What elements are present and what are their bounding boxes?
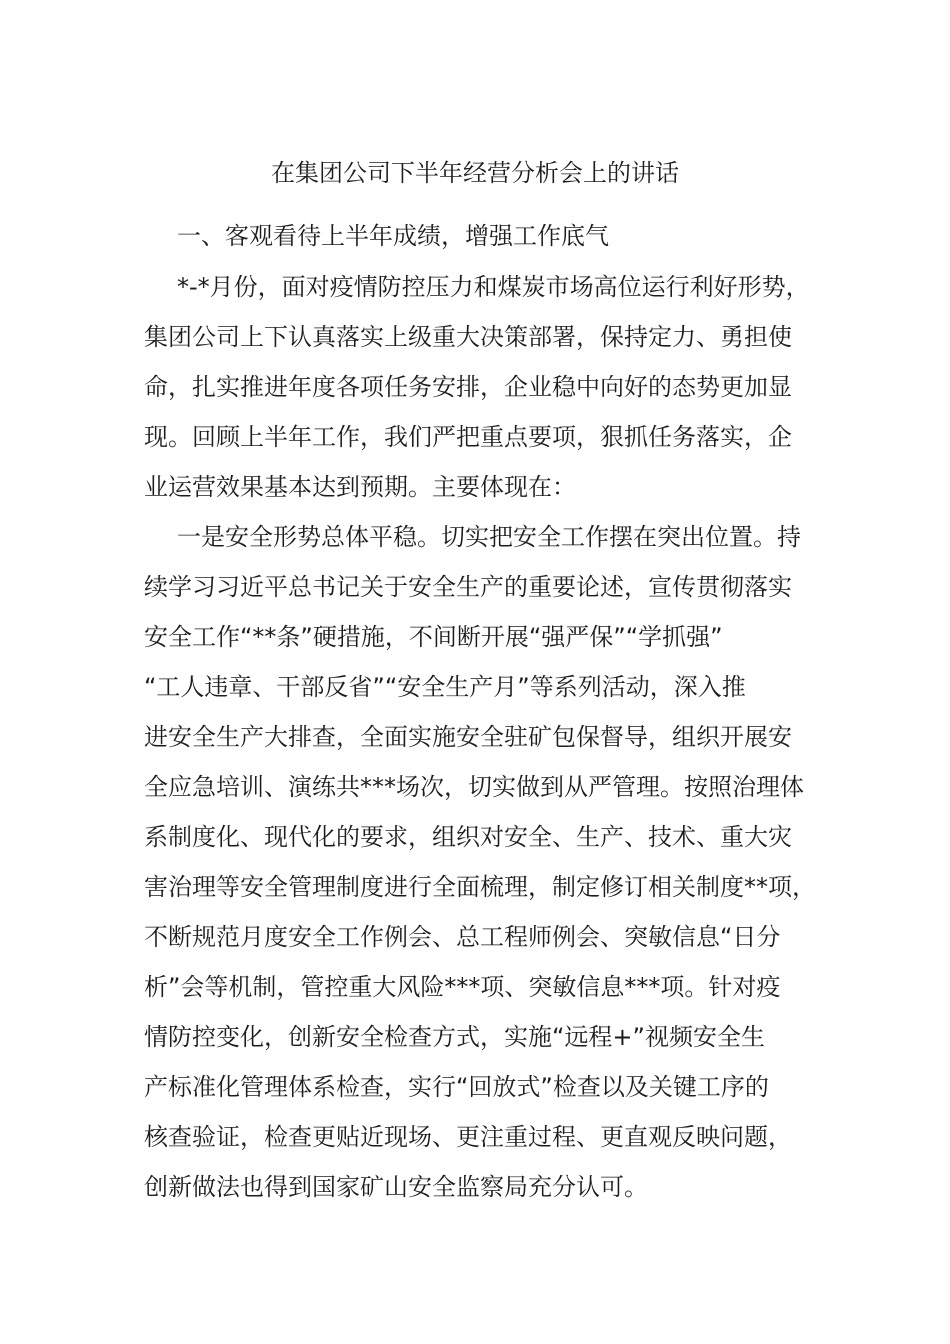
paragraph-line: 进安全生产大排查，全面实施安全驻矿包保督导，组织开展安 <box>144 723 792 751</box>
paragraph-line: 不断规范月度安全工作例会、总工程师例会、突敏信息“日分 <box>144 923 781 951</box>
paragraph-line: 产标准化管理体系检查，实行“回放式”检查以及关键工序的 <box>144 1073 769 1101</box>
paragraph-line: 核查验证，检查更贴近现场、更注重过程、更直观反映问题， <box>144 1123 792 1151</box>
paragraph-line: 系制度化、现代化的要求，组织对安全、生产、技术、重大灾 <box>144 823 792 851</box>
paragraph-line: 害治理等安全管理制度进行全面梳理，制定修订相关制度**项， <box>144 873 816 901</box>
paragraph-intro <box>144 262 810 512</box>
paragraph-line: 集团公司上下认真落实上级重大决策部署，保持定力、勇担使 <box>144 323 792 351</box>
paragraph-line: 现。回顾上半年工作，我们严把重点要项，狠抓任务落实，企 <box>144 423 792 451</box>
paragraph-line: 情防控变化，创新安全检查方式，实施“远程+”视频安全生 <box>144 1023 765 1051</box>
document-title: 在集团公司下半年经营分析会上的讲话 <box>271 159 679 187</box>
paragraph-line: 一是安全形势总体平稳。切实把安全工作摆在突出位置。持 <box>177 523 801 551</box>
paragraph-line: 全应急培训、演练共***场次，切实做到从严管理。按照治理体 <box>144 773 804 801</box>
paragraph-line: 创新做法也得到国家矿山安全监察局充分认可。 <box>144 1173 648 1201</box>
paragraph-line: 命，扎实推进年度各项任务安排，企业稳中向好的态势更加显 <box>144 373 792 401</box>
paragraph-line: *-*月份，面对疫情防控压力和煤炭市场高位运行利好形势， <box>177 273 810 301</box>
paragraph-line: 析”会等机制，管控重大风险***项、突敏信息***项。针对疫 <box>144 973 781 1001</box>
paragraph-line: 安全工作“**条”硬措施，不间断开展“强严保”“学抓强” <box>144 623 723 651</box>
paragraph-line: “工人违章、干部反省”“安全生产月”等系列活动，深入推 <box>144 673 746 701</box>
paragraph-line: 续学习习近平总书记关于安全生产的重要论述，宣传贯彻落实 <box>144 573 792 601</box>
paragraph-safety <box>144 512 816 1212</box>
section-heading: 一、客观看待上半年成绩，增强工作底气 <box>177 222 609 250</box>
paragraph-line: 业运营效果基本达到预期。主要体现在： <box>144 473 576 501</box>
